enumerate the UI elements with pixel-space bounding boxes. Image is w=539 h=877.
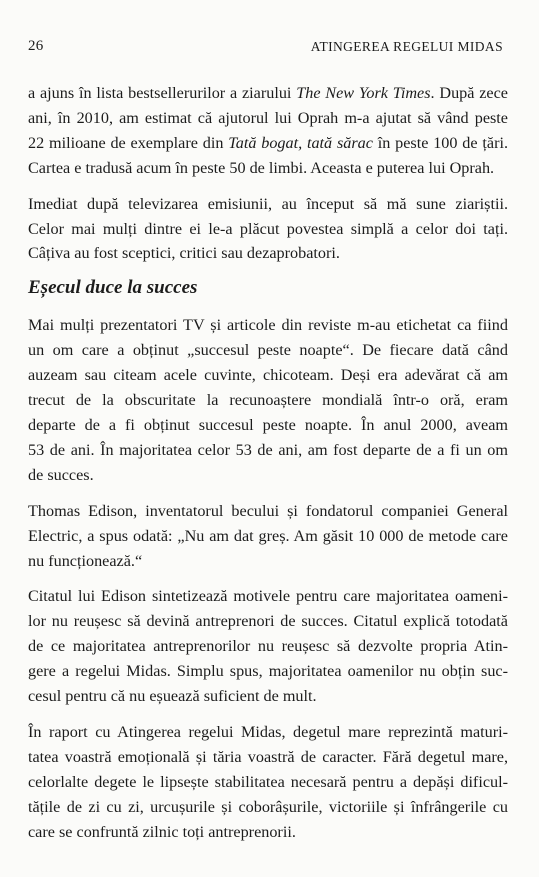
paragraph-line: de ce majoritatea antreprenorilor nu reușesc să dezvolte propria Atin- xyxy=(28,637,508,656)
paragraph-3 xyxy=(28,313,508,487)
text-run: în peste 100 de țări. xyxy=(372,133,508,152)
paragraph-line: trecut de la obscuritate la recunoaștere mondială într-o oră, eram xyxy=(28,391,508,410)
paragraph-line: În raport cu Atingerea regelui Midas, degetul mare reprezintă maturi- xyxy=(28,722,508,741)
paragraph-line: lor nu reușesc să devină antreprenori de succes. Citatul explică totodată xyxy=(28,612,508,631)
paragraph-line: Electric, a spus odată: „Nu am dat greș. Am găsit 10 000 de metode care xyxy=(28,526,508,545)
paragraph-line: Celor mai mulți dintre ei le-a plăcut povestea simplă a celor doi tați. xyxy=(28,219,508,238)
paragraph-line: de succes. xyxy=(28,465,94,484)
paragraph-line: Imediat după televizarea emisiunii, au început să mă sune ziariștii. xyxy=(28,194,508,213)
text-run: a ajuns în lista bestsellerurilor a ziarului xyxy=(28,84,297,102)
paragraph-line: Cartea e tradusă acum în peste 50 de limbi. Aceasta e puterea lui Oprah. xyxy=(28,158,495,177)
paragraph-line: Câțiva au fost sceptici, critici sau dezaprobatori. xyxy=(28,244,340,263)
paragraph-line: un om care a obținut „succesul peste noapte“. De fiecare dată când xyxy=(28,341,508,360)
paragraph-line: tățile de zi cu zi, urcușurile și coborâșurile, victoriile și înfrângerile cu xyxy=(28,797,508,816)
text-run: 22 milioane de exemplare din xyxy=(28,133,229,152)
italic-title: The New York Times xyxy=(296,84,431,102)
page-body xyxy=(28,81,508,844)
paragraph-line: 53 de ani. În majoritatea celor 53 de ani, am fost departe de a fi un om xyxy=(28,440,508,459)
paragraph-line: Thomas Edison, inventatorul becului și fondatorul companiei General xyxy=(28,501,508,520)
paragraph-line xyxy=(28,81,508,106)
paragraph-line: ani, în 2010, am estimat că ajutorul lui Oprah m-a ajutat să vând peste xyxy=(28,108,508,127)
paragraph-line: Citatul lui Edison sintetizează motivele pentru care majoritatea oameni- xyxy=(28,587,508,606)
running-header: ATINGEREA REGELUI MIDAS xyxy=(310,39,503,54)
section-heading: Eșecul duce la succes xyxy=(28,277,198,299)
paragraph-6 xyxy=(28,720,508,845)
page-number: 26 xyxy=(28,38,44,54)
paragraph-1 xyxy=(28,81,508,181)
paragraph-line: care se confruntă zilnic toți antreprenorii. xyxy=(28,822,296,841)
text-run: . După zece xyxy=(430,84,508,102)
paragraph-line: cesul pentru că nu eșuează suficient de mult. xyxy=(28,687,317,706)
paragraph-4 xyxy=(28,499,508,574)
paragraph-line: auzeam sau citeam acele cuvinte, chicoteam. Deși era adevărat că am xyxy=(28,366,508,385)
italic-title: Tată bogat, tată sărac xyxy=(228,133,373,152)
paragraph-line xyxy=(28,131,508,156)
paragraph-2 xyxy=(28,192,508,267)
paragraph-line: tatea voastră emoțională și tăria voastră de caracter. Fără degetul mare, xyxy=(28,747,508,766)
paragraph-line: Mai mulți prezentatori TV și articole din reviste m-au etichetat ca fiind xyxy=(28,316,508,335)
paragraph-line: gere a regelui Midas. Simplu spus, majoritatea oamenilor nu obțin suc- xyxy=(28,662,508,681)
paragraph-line: departe de a fi obținut succesul peste noapte. În anul 2000, aveam xyxy=(28,415,508,434)
paragraph-line: celorlalte degete le lipsește stabilitatea necesară pentru a depăși dificul- xyxy=(28,772,508,791)
paragraph-5 xyxy=(28,584,508,709)
paragraph-line: nu funcționează.“ xyxy=(28,551,143,570)
